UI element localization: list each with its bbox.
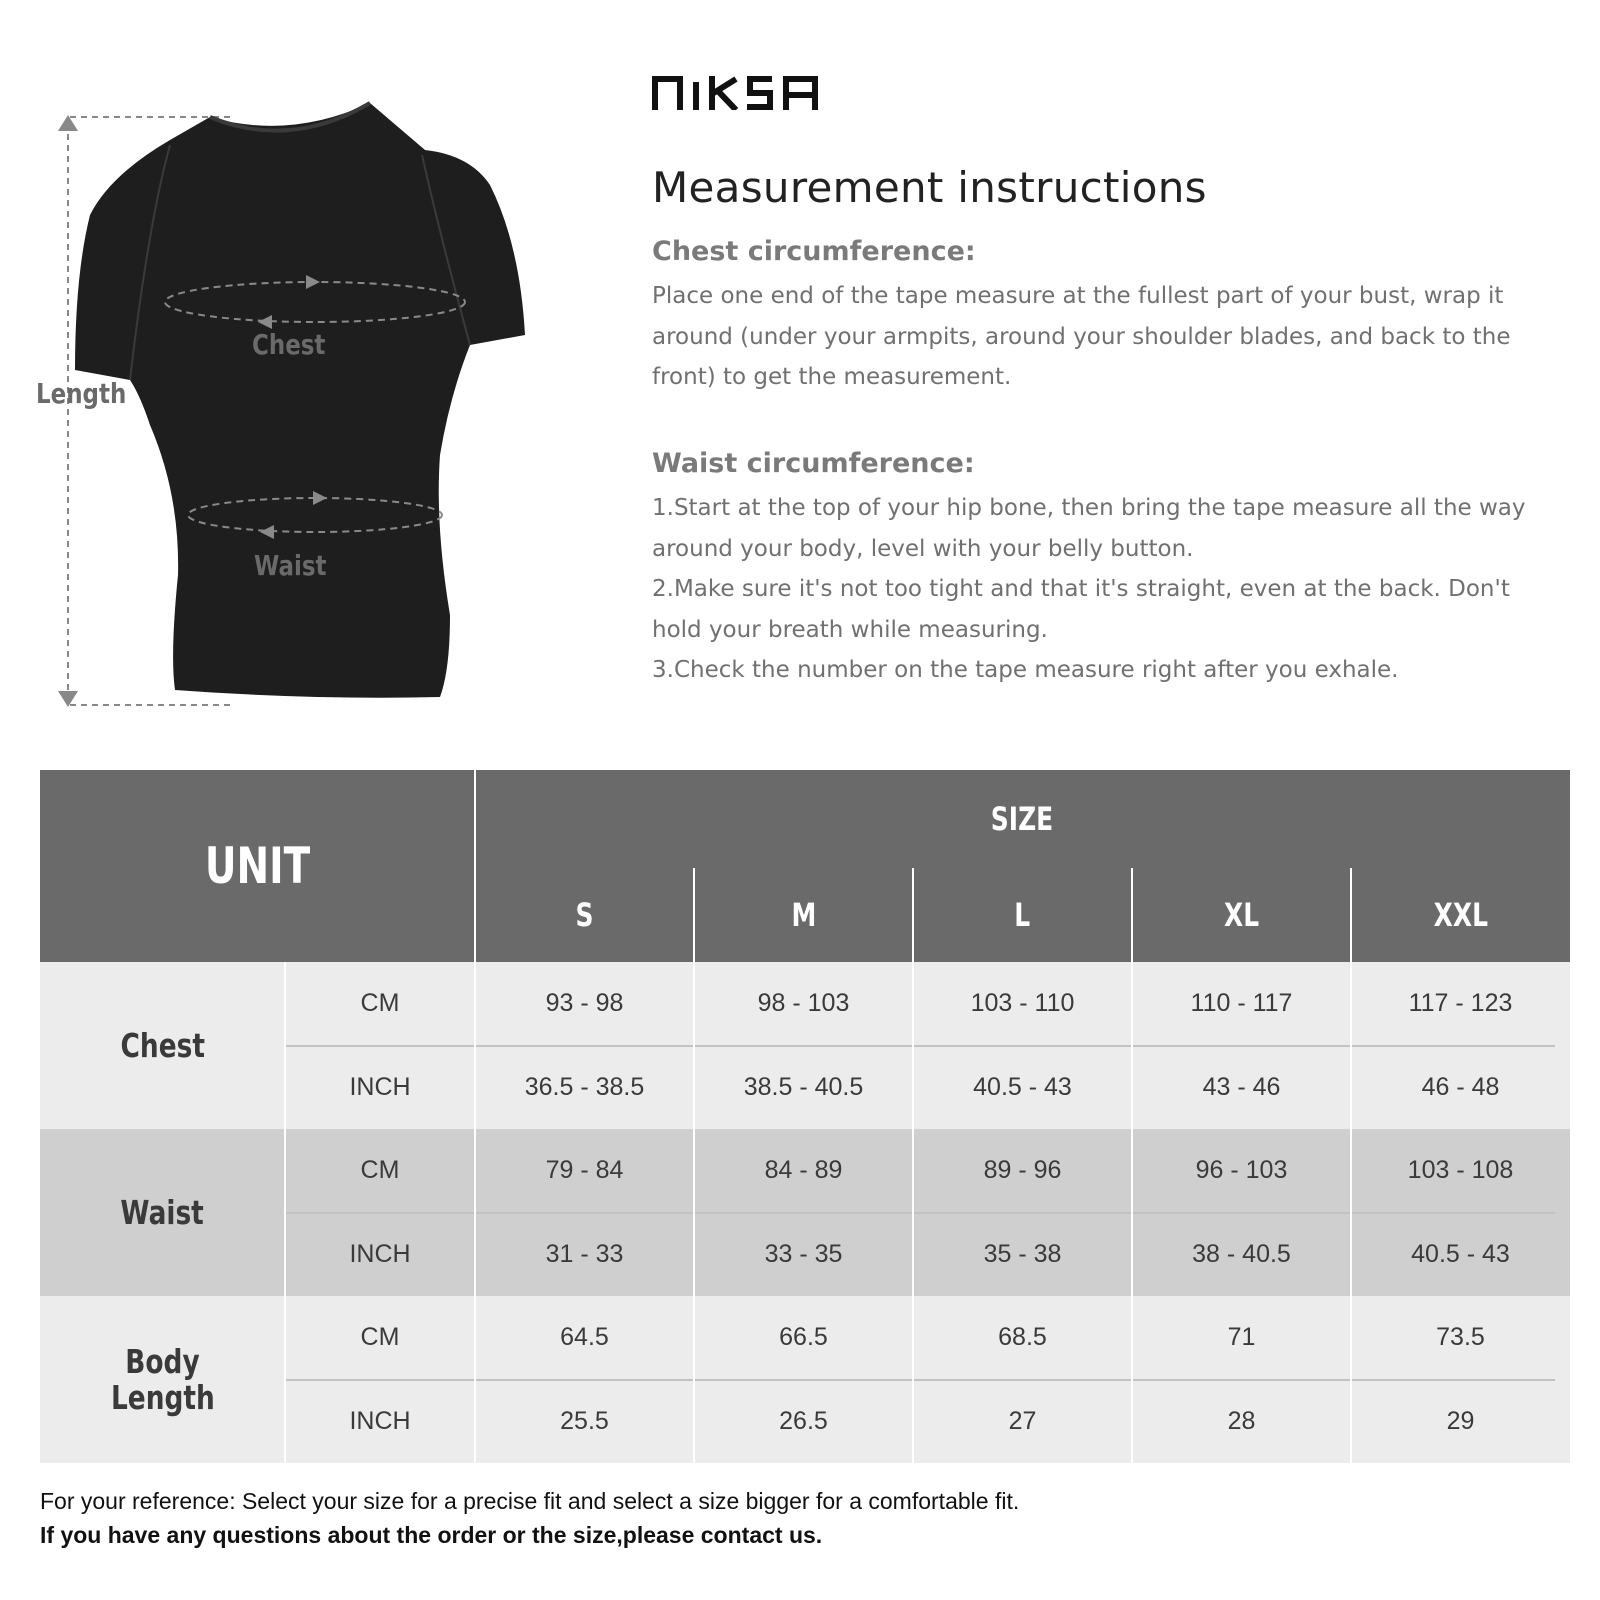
table-cell — [475, 1380, 694, 1464]
table-cell — [1351, 1296, 1570, 1380]
chest-label: Chest — [252, 328, 326, 361]
size-column-label: L — [1014, 896, 1031, 934]
size-value: 31 - 33 — [545, 1239, 624, 1268]
niksa-logo-icon — [652, 76, 822, 110]
size-value: 96 - 103 — [1195, 1156, 1288, 1185]
size-value: 33 - 35 — [764, 1239, 843, 1268]
size-value: 36.5 - 38.5 — [524, 1072, 645, 1101]
table-cell — [1132, 1213, 1351, 1297]
size-chart-table — [40, 770, 1570, 1464]
size-value: 38 - 40.5 — [1192, 1239, 1291, 1268]
unit-label: CM — [360, 1323, 400, 1352]
column-divider — [1131, 868, 1133, 1464]
table-cell — [475, 1296, 694, 1380]
size-column-label: S — [575, 896, 594, 934]
size-value: 68.5 — [998, 1323, 1047, 1352]
category-cell — [40, 1296, 285, 1463]
category-label-line: Length — [110, 1377, 215, 1417]
chest-paragraph: Place one end of the tape measure at the fullest part of your bust, wrap it around (under your armpits, around your shoulder blades, and back to the front) to get the measurement. — [652, 283, 1511, 390]
table-cell — [1132, 1296, 1351, 1380]
brand-logo — [652, 76, 822, 115]
table-cell — [1351, 1129, 1570, 1213]
table-cell — [475, 1213, 694, 1297]
table-cell — [913, 1046, 1132, 1130]
waist-step-3: 3.Check the number on the tape measure right after you exhale. — [652, 657, 1399, 683]
table-cell — [694, 1129, 913, 1213]
unit-cell — [285, 962, 475, 1046]
table-cell — [694, 1380, 913, 1464]
unit-label: INCH — [349, 1406, 411, 1435]
table-cell — [913, 1213, 1132, 1297]
table-cell — [1132, 962, 1351, 1046]
table-cell — [475, 1129, 694, 1213]
waist-heading: Waist circumference: — [652, 448, 975, 479]
size-header: SIZE — [991, 800, 1054, 838]
size-column-label: XL — [1223, 896, 1260, 934]
size-column-header — [694, 868, 913, 962]
size-header-cell — [475, 770, 1570, 868]
size-value: 93 - 98 — [545, 989, 624, 1018]
table-cell — [694, 1296, 913, 1380]
waist-label: Waist — [254, 549, 327, 582]
size-column-label: XXL — [1433, 896, 1488, 934]
size-value: 35 - 38 — [983, 1239, 1062, 1268]
size-column-header — [1351, 868, 1570, 962]
size-column-header — [913, 868, 1132, 962]
column-divider — [912, 868, 914, 1464]
unit-label: INCH — [349, 1239, 411, 1268]
unit-cell — [285, 1129, 475, 1213]
category-cell — [40, 962, 285, 1129]
size-value: 73.5 — [1436, 1323, 1485, 1352]
category-label-line: Body — [125, 1341, 200, 1381]
table-cell — [1351, 1046, 1570, 1130]
table-cell — [694, 962, 913, 1046]
size-column-header — [1132, 868, 1351, 962]
size-value: 25.5 — [560, 1406, 609, 1435]
table-cell — [913, 1296, 1132, 1380]
size-value: 89 - 96 — [983, 1156, 1062, 1185]
table-cell — [913, 962, 1132, 1046]
category-label — [110, 1025, 216, 1065]
table-cell — [1132, 1046, 1351, 1130]
unit-cell — [285, 1296, 475, 1380]
table-cell — [475, 1046, 694, 1130]
size-value: 46 - 48 — [1421, 1072, 1500, 1101]
chest-instructions — [652, 276, 1542, 398]
unit-cell — [285, 1380, 475, 1464]
table-cell — [913, 1380, 1132, 1464]
size-value: 117 - 123 — [1408, 989, 1513, 1018]
unit-label: CM — [360, 989, 400, 1018]
category-label — [110, 1192, 214, 1232]
table-cell — [1351, 1213, 1570, 1297]
size-value: 29 — [1446, 1406, 1475, 1435]
column-divider — [1350, 868, 1352, 1464]
category-label-line: Chest — [120, 1025, 205, 1065]
category-cell — [40, 1129, 285, 1296]
unit-label: CM — [360, 1156, 400, 1185]
size-value: 110 - 117 — [1190, 989, 1293, 1018]
column-divider — [284, 962, 286, 1464]
table-cell — [1132, 1380, 1351, 1464]
size-value: 66.5 — [779, 1323, 828, 1352]
shirt-illustration — [30, 95, 590, 715]
table-cell — [475, 962, 694, 1046]
unit-label: INCH — [349, 1072, 411, 1101]
size-value: 43 - 46 — [1202, 1072, 1281, 1101]
category-label — [98, 1341, 228, 1417]
size-value: 98 - 103 — [757, 989, 850, 1018]
size-value: 40.5 - 43 — [1411, 1239, 1510, 1268]
size-value: 26.5 — [779, 1406, 828, 1435]
size-value: 38.5 - 40.5 — [743, 1072, 864, 1101]
unit-header: UNIT — [204, 837, 311, 895]
waist-step-2: 2.Make sure it's not too tight and that it's straight, even at the back. Don't hold your breath while measuring. — [652, 576, 1510, 643]
table-cell — [913, 1129, 1132, 1213]
size-value: 103 - 110 — [970, 989, 1075, 1018]
size-value: 84 - 89 — [764, 1156, 843, 1185]
waist-step-1: 1.Start at the top of your hip bone, then bring the tape measure all the way around your body, level with your belly button. — [652, 495, 1526, 562]
size-column-header — [475, 868, 694, 962]
size-column-label: M — [791, 896, 816, 934]
size-value: 71 — [1227, 1323, 1256, 1352]
table-cell — [1351, 962, 1570, 1046]
unit-cell — [285, 1046, 475, 1130]
size-value: 27 — [1008, 1406, 1037, 1435]
reference-note: For your reference: Select your size for a precise fit and select a size bigger for a comfortable fit. — [40, 1488, 1020, 1514]
instructions-title: Measurement instructions — [652, 163, 1207, 212]
size-value: 64.5 — [560, 1323, 609, 1352]
length-label: Length — [36, 377, 127, 410]
table-cell — [694, 1046, 913, 1130]
chest-heading: Chest circumference: — [652, 236, 976, 267]
waist-instructions — [652, 488, 1542, 691]
unit-header-cell — [40, 770, 475, 962]
contact-note: If you have any questions about the order or the size,please contact us. — [40, 1522, 823, 1548]
column-divider — [474, 770, 476, 1464]
size-value: 103 - 108 — [1407, 1156, 1514, 1185]
unit-cell — [285, 1213, 475, 1297]
category-label-line: Waist — [120, 1192, 205, 1232]
table-cell — [694, 1213, 913, 1297]
size-value: 79 - 84 — [545, 1156, 624, 1185]
table-cell — [1132, 1129, 1351, 1213]
size-value: 40.5 - 43 — [973, 1072, 1072, 1101]
table-cell — [1351, 1380, 1570, 1464]
column-divider — [693, 868, 695, 1464]
size-value: 28 — [1227, 1406, 1256, 1435]
